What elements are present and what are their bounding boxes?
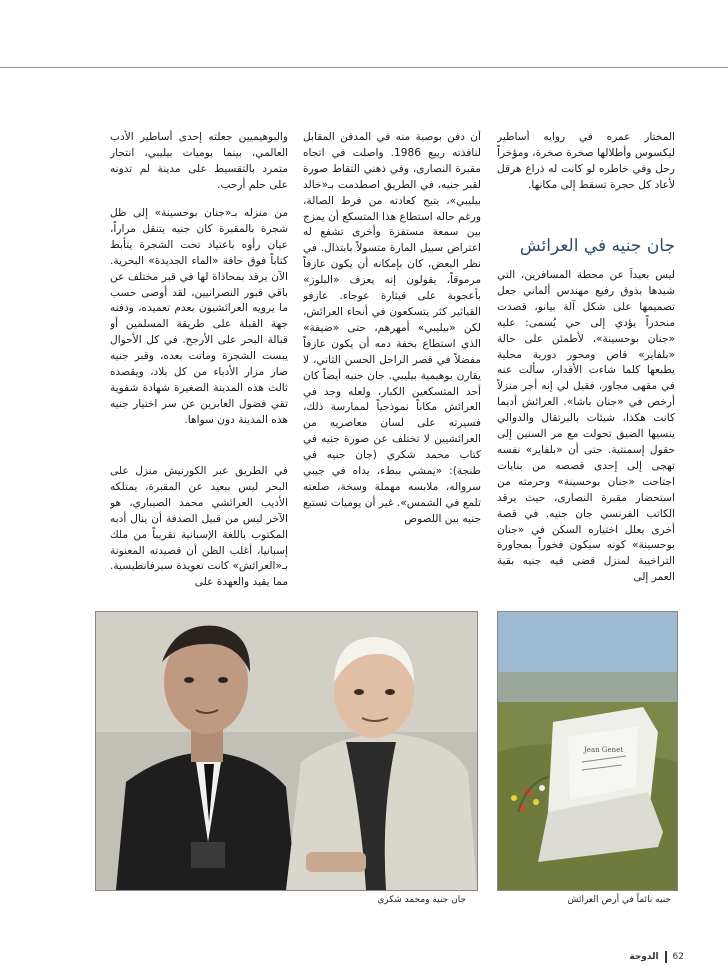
section-heading: جان جنيه في العرائش xyxy=(519,236,675,256)
grave-inscription: Jean Genet xyxy=(584,746,624,754)
column-right xyxy=(497,130,675,608)
page-number: 62 xyxy=(672,952,684,962)
paragraph: والبوهيميين جعلته إحدى أساطير الأدب العالمي، بينما يوميات بيليبي، انتحار متمرد بالتقسيط على مدينة لم تدونه على حلم أرحب. xyxy=(110,131,288,191)
caption-grave: جنيه نائماً في أرض العرائش xyxy=(567,895,671,905)
photo-genet-choukri-illustration xyxy=(96,612,477,890)
paragraph: أن دفن بوصية منه في المدفن المقابل لنافذته ربيع 1986. واصلت في اتجاه مقبرة النصارى، وفي ذهني التقاط صورة لقبر جنيه، في الطريق اصطدمت بـ«خالد بيليبي»، يتيح كعادته من فرط الصالة، ورغم حاله استطاع هذا المتسكع أن يمزج بين سمعة مستفزة وأخرى تشفع له اعتراض سبيل المارة متسولاً بابتذال. في نظر البعض، كان بإمكانه أن يكون عازفاً مرموقاً، يقولون إنه يعزف «البلوز» بأعجوبة على قيثارة عوجاء. عازفو القياثير كثر يتسكعون في أنحاء العرائش، لكن «بيليبي» أمهرهم، حتى «ضيفة» الذي استطاع بخفة دمه أن يكون عازفاً مفضلاً في قصر الراحل الحسن الثاني، لا يقارن بوهيمية بيليبي. جان جنيه أيضاً كان أحد المتسكعين الكبار، ولعله وجد في العرائش مكاناً نموذجياً لممارسة ذلك، فسيرته على لسان معاصريه من العرائشيين لا تختلف عن صورة جنيه في كتاب محمد شكري (جان جنيه في طنجة): «يمشي ببطء، يداه في جيبي سرواله، ملابسه مهملة وسخة، صلعته تلمع في الشمس». غير أن يوميات تستبع جنيه بين اللصوص xyxy=(303,131,481,525)
paragraph: المختار عمره في روايه أساطير ليكسوس وأطلالها صخرة صخرة، ومؤخراً رحل وفي خاطره لو كانت له ذراع هرقل لأعاد كل حجرة تسقط إلى مكانها. xyxy=(497,131,675,191)
photo-genet-grave xyxy=(497,611,678,891)
paragraph: ليس بعيداً عن محطة المسافرين، التي شيدها بذوق رفيع مهندس ألماني جعل تصميمها على شكل آلة بيانو، قصدت منحدراً يؤدي إلى حي يُسمى: عليه «جنان بوحسينة»، لأطمئن على حالة «بلفاير» قاص ومحور دورية محلية يطبعها كلما شاءت الأقدار، سألت عنه في مقهى مجاور، فقيل لي إنه أجر منزلاً أرخص في «جنان باشا». العرائش أديما كانت هكذا، شيئات بالبرتقال والدوالي ينسيها الضيق تحولت مع مر السنين إلى حقول إسمنتية. حتى أن «بلفاير» نفسه تهجى إلى إحدى قصصه من بنايات اجتاحت «جنان بوحسينة» وحرمته من استحضار مقبرة النصارى، حيث يرقد الكاتب الفرنسي جان جنيه. في قصة أخرى يعلل اختياره السكن في «جنان بوحسينة» كونه سيكون فخوراً بمجاورة التراخيبة لمنزل قضى فيه جنيه بقية العمر إلى xyxy=(497,269,675,584)
footer-divider xyxy=(665,951,667,963)
photo-genet-grave-illustration xyxy=(498,612,677,890)
magazine-name: الدوحة xyxy=(629,952,659,962)
photo-genet-choukri xyxy=(95,611,478,891)
column-left xyxy=(110,130,288,608)
header-rule xyxy=(0,67,728,68)
page-footer xyxy=(620,950,684,964)
caption-main-photo: جان جنيه ومحمد شكري xyxy=(377,895,466,905)
paragraph: في الطريق عبر الكورنيش منزل على البحر ليس ببعيد عن المقبرة، يمتلكه الأديب العرائشي محمد الصيباري، هو الآخر ليس من قبيل الصدفة أن ينال أدبه المكتوب باللغة الإسبانية تقريباً من ملك إسبانيا، أغلب الظن أن قصيدته المعنونة بـ«العرائش» كانت تعويذة سيرفانطيسية. مما يقيد والعهدة على xyxy=(110,465,288,589)
paragraph: من منزله بـ«جنان بوحسينة» إلى ظل شجرة بالمقبرة كان جنيه يتنقل مراراً، عيان رأوه باعتياد تحت الشجرة يتأبط كتاباً فوق حافة «الماء الجديدة» البحرية. الآن يرقد بمحاذاة لها في قبر مختلف عن باقي قبور النصرانيين، لقد أوصى حسب ما يرويه العرائشيون بعدم تعميده، ودفنه جهة القبلة على طريقة المسلمين أو قبالة البحر على الأرجح. في كل الأحوال يبست الشجرة وماتت بعده، وقبر جنيه صار مزار الأدباء من كل بلاد، ويقصده ثالث هذه المدينة الصغيرة شهادة شفوية تقي فضول العابرين عن سر اختيار جنيه هذه المدينة دون سواها. xyxy=(110,207,288,426)
column-middle xyxy=(303,130,481,608)
